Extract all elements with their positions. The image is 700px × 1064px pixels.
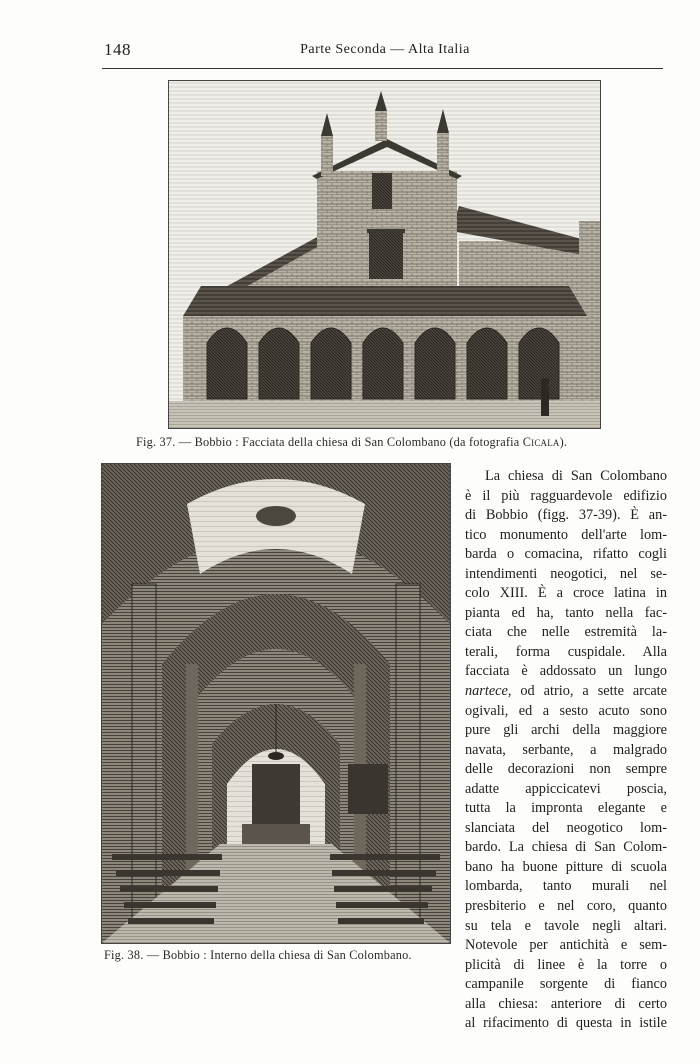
body-text-line: plicità di linee è la torre o [465, 956, 667, 973]
body-text-line: navata, serbante, a malgrado [465, 741, 667, 758]
pew-right [330, 854, 440, 860]
body-text-line: pure gli archi della maggiore [465, 722, 667, 739]
pew-right [338, 918, 424, 924]
body-text-line: tico monumento dell'arte lom- [465, 526, 667, 543]
header-rule [102, 68, 663, 69]
pew-left [112, 854, 222, 860]
body-text-column [465, 467, 667, 1034]
body-text-line: ogivali, ed a sesto acuto sono [465, 702, 667, 719]
body-text-line: intendimenti neogotici, nel se- [465, 565, 667, 582]
pew-left [116, 870, 220, 876]
body-text-line: nartece, od atrio, a sette arcate [465, 683, 667, 700]
body-text-line: barda o comacina, rifatto cogli [465, 546, 667, 563]
page-number: 148 [104, 40, 131, 59]
body-text-line: bardo. La chiesa di San Colom- [465, 839, 667, 856]
pew-right [332, 870, 436, 876]
body-text-line: slanciata del neogotico lom- [465, 819, 667, 836]
body-text-line: La chiesa di San Colombano [485, 468, 667, 484]
figure-37-facade-engraving [168, 80, 601, 429]
body-text-line: è il più ragguardevole edifizio [465, 487, 667, 504]
figure-38-interior-engraving [101, 463, 451, 944]
body-text-line: presbiterio e nel coro, quanto [465, 898, 667, 915]
body-text-line: Notevole per antichità e sem- [465, 937, 667, 954]
portico-arch [467, 328, 507, 399]
pew-left [120, 886, 218, 892]
pew-left [124, 902, 216, 908]
caption-suffix: ). [559, 435, 568, 449]
running-title: Parte Seconda — Alta Italia [300, 42, 470, 57]
body-text-line: colo XIII. È a croce latina in [465, 585, 667, 602]
portico-arch [519, 328, 559, 399]
portico-arch [311, 328, 351, 399]
body-text-line: al rifacimento di questa in istile [465, 1015, 667, 1032]
body-text-line: su tela e tavole negli altari. [465, 917, 667, 934]
portico-arch [415, 328, 455, 399]
body-text-line: terali, forma cuspidale. Alla [465, 643, 667, 660]
caption-text: Bobbio : Interno della chiesa di San Colombano. [162, 948, 412, 962]
pew-left [128, 918, 214, 924]
body-text-line: di Bobbio (figg. 37-39). È an- [465, 507, 667, 524]
body-text-line: facciata è addossato un lungo [465, 663, 667, 680]
body-text-line: campanile sorgente di fianco [465, 976, 667, 993]
figure-37-caption [136, 435, 567, 450]
portico-arch [363, 328, 403, 399]
body-text-line: bano ha buone pitture di scuola [465, 858, 667, 875]
body-text-line: delle decorazioni non sempre [465, 761, 667, 778]
caption-credit: Cicala [522, 435, 560, 449]
pew-right [336, 902, 428, 908]
body-text-line: alla chiesa: anteriore di certo [465, 995, 667, 1012]
body-text-line: adatte appiccicatevi poscia, [465, 780, 667, 797]
body-text-line: tutta la impronta elegante e [465, 800, 667, 817]
pew-right [334, 886, 432, 892]
caption-prefix: Fig. 38. — [104, 948, 163, 962]
figure-38-caption [104, 948, 412, 963]
caption-text: Bobbio : Facciata della chiesa di San Colombano (da fotografia [194, 435, 523, 449]
portico-arch [207, 328, 247, 399]
body-text-line: lombarda, tanto murali nel [465, 878, 667, 895]
body-text-line: ciata che nelle estremità la- [465, 624, 667, 641]
portico-arch [259, 328, 299, 399]
body-text-line: pianta ed ha, tanto nella fac- [465, 604, 667, 621]
caption-prefix: Fig. 37. — [136, 435, 195, 449]
